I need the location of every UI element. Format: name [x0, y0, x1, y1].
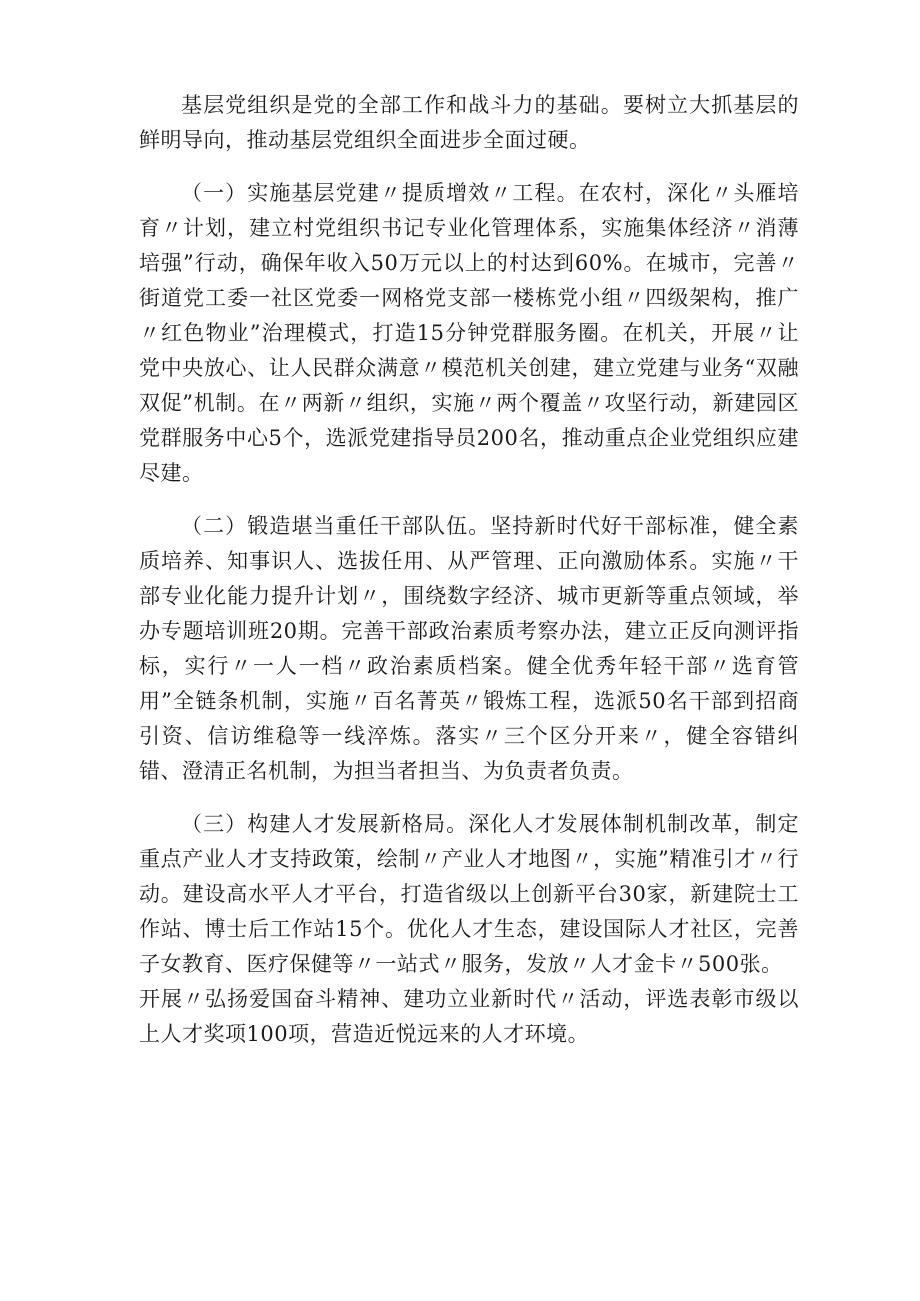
document-body: [139, 88, 799, 1070]
paragraph-section-2: （二）锻造堪当重任干部队伍。坚持新时代好干部标准，健全素质培养、知事识人、选拔任用、从严管理、正向激励体系。实施〃干部专业化能力提升计划〃，围绕数字经济、城市更新等重点领域，举办专题培训班20期。完善干部政治素质考察办法，建立正反向测评指标，实行〃一人一档〃政治素质档案。健全优秀年轻干部〃选育管用”全链条机制，实施〃百名菁英〃锻炼工程，选派50名干部到招商引资、信访维稳等一线淬炼。落实〃三个区分开来〃，健全容错纠错、澄清正名机制，为担当者担当、为负责者负责。: [139, 514, 799, 783]
paragraph-section-3-continued: 开展〃弘扬爱国奋斗精神、建功立业新时代〃活动，评选表彰市级以上人才奖项100项，营造近悦远来的人才环境。: [139, 987, 799, 1046]
paragraph-intro: 基层党组织是党的全部工作和战斗力的基础。要树立大抓基层的鲜明导向，推动基层党组织全面进步全面过硬。: [139, 93, 799, 152]
paragraph-section-1: （一）实施基层党建〃提质增效〃工程。在农村，深化〃头雁培育〃计划，建立村党组织书记专业化管理体系，实施集体经济〃消薄培强”行动，确保年收入50万元以上的村达到60%。在城市，完善〃街道党工委一社区党委一网格党支部一楼栋党小组〃四级架构，推广〃红色物业”治理模式，打造15分钟党群服务圈。在机关，开展〃让党中央放心、让人民群众满意〃模范机关创建，建立党建与业务“双融双促”机制。在〃两新〃组织，实施〃两个覆盖〃攻坚行动，新建园区党群服务中心5个，选派党建指导员200名，推动重点企业党组织应建尽建。: [139, 181, 799, 485]
paragraph-section-3: （三）构建人才发展新格局。深化人才发展体制机制改革，制定重点产业人才支持政策，绘制〃产业人才地图〃，实施”精准引才〃行动。建设高水平人才平台，打造省级以上创新平台30家，新建院士工作站、博士后工作站15个。优化人才生态，建设国际人才社区，完善子女教育、医疗保健等〃一站式〃服务，发放〃人才金卡〃500张。: [139, 812, 799, 976]
